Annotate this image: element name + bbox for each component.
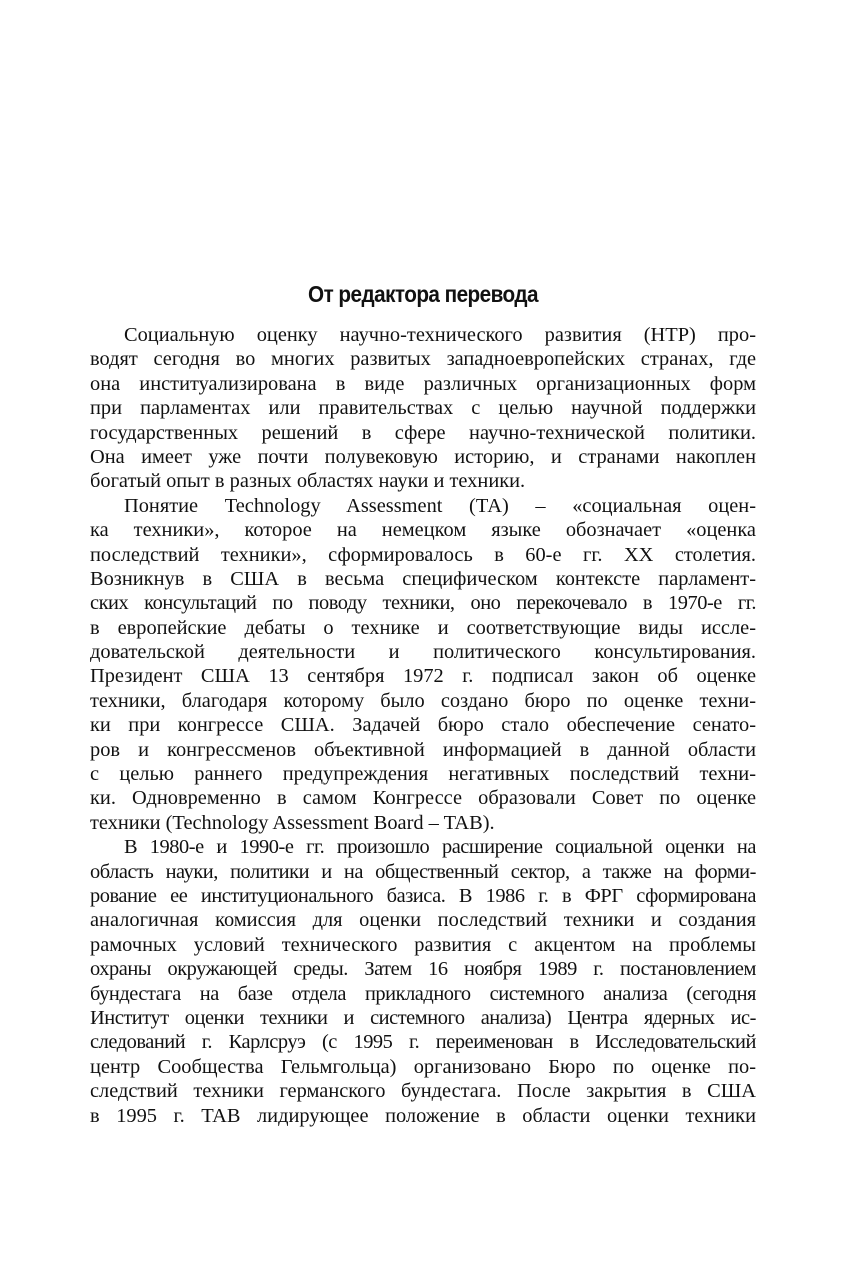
text-line: Понятие Technology Assessment (ТА) – «социальная оцен- bbox=[124, 494, 756, 517]
text-line: аналогичная комиссия для оценки последствий техники и создания bbox=[90, 909, 756, 932]
text-line: техники (Technology Assessment Board – TAB). bbox=[90, 811, 495, 834]
text-line: с целью раннего предупреждения негативных последствий техни- bbox=[90, 763, 756, 786]
text-line: Возникнув в США в весьма специфическом контексте парламент- bbox=[90, 567, 756, 590]
text-line: в европейские дебаты о технике и соответствующие виды иссле- bbox=[90, 616, 756, 639]
text-line: богатый опыт в разных областях науки и техники. bbox=[90, 470, 526, 493]
text-line: центр Сообщества Гельмгольца) организовано Бюро по оценке по- bbox=[90, 1055, 756, 1078]
text-line: следований г. Карлсруэ (с 1995 г. переименован в Исследовательский bbox=[90, 1031, 756, 1054]
paragraph-2 bbox=[90, 494, 756, 835]
text-line: в 1995 г. TAB лидирующее положение в области оценки техники bbox=[90, 1104, 756, 1127]
text-line: довательской деятельности и политического консультирования. bbox=[90, 641, 756, 664]
page-title: От редактора перевода bbox=[308, 281, 538, 307]
text-line: ка техники», которое на немецком языке обозначает «оценка bbox=[90, 519, 756, 542]
text-line: Институт оценки техники и системного анализа) Центра ядерных ис- bbox=[90, 1006, 756, 1029]
text-line: техники, благодаря которому было создано бюро по оценке техни- bbox=[90, 689, 756, 712]
text-line: Она имеет уже почти полувековую историю, и странами накоплен bbox=[90, 445, 756, 468]
text-line: она институализирована в виде различных организационных форм bbox=[90, 372, 756, 395]
text-line: государственных решений в сфере научно-технической политики. bbox=[90, 421, 756, 444]
text-line: ки. Одновременно в самом Конгрессе образовали Совет по оценке bbox=[90, 787, 756, 810]
text-line: бундестага на базе отдела прикладного системного анализа (сегодня bbox=[90, 982, 756, 1005]
text-line: Президент США 13 сентября 1972 г. подписал закон об оценке bbox=[90, 665, 756, 688]
text-line: при парламентах или правительствах с целью научной поддержки bbox=[90, 397, 756, 420]
text-line: область науки, политики и на общественный сектор, а также на форми- bbox=[90, 860, 756, 883]
body-text bbox=[90, 323, 756, 1128]
text-line: следствий техники германского бундестага. После закрытия в США bbox=[90, 1080, 756, 1103]
text-line: рование ее институционального базиса. В 1986 г. в ФРГ сформирована bbox=[90, 884, 756, 907]
paragraph-3 bbox=[90, 835, 756, 1128]
text-line: рамочных условий технического развития с акцентом на проблемы bbox=[90, 933, 756, 956]
text-line: В 1980-е и 1990-е гг. произошло расширение социальной оценки на bbox=[124, 836, 756, 859]
text-line: ских консультаций по поводу техники, оно перекочевало в 1970-е гг. bbox=[90, 592, 756, 615]
text-line: водят сегодня во многих развитых западноевропейских странах, где bbox=[90, 348, 756, 371]
paragraph-1 bbox=[90, 323, 756, 494]
text-line: последствий техники», сформировалось в 60-е гг. XX столетия. bbox=[90, 543, 756, 566]
text-line: ки при конгрессе США. Задачей бюро стало обеспечение сенато- bbox=[90, 714, 756, 737]
text-line: Социальную оценку научно-технического развития (НТР) про- bbox=[124, 324, 756, 346]
text-line: ров и конгрессменов объективной информацией в данной области bbox=[90, 738, 756, 761]
text-line: охраны окружающей среды. Затем 16 ноября 1989 г. постановлением bbox=[90, 958, 756, 981]
